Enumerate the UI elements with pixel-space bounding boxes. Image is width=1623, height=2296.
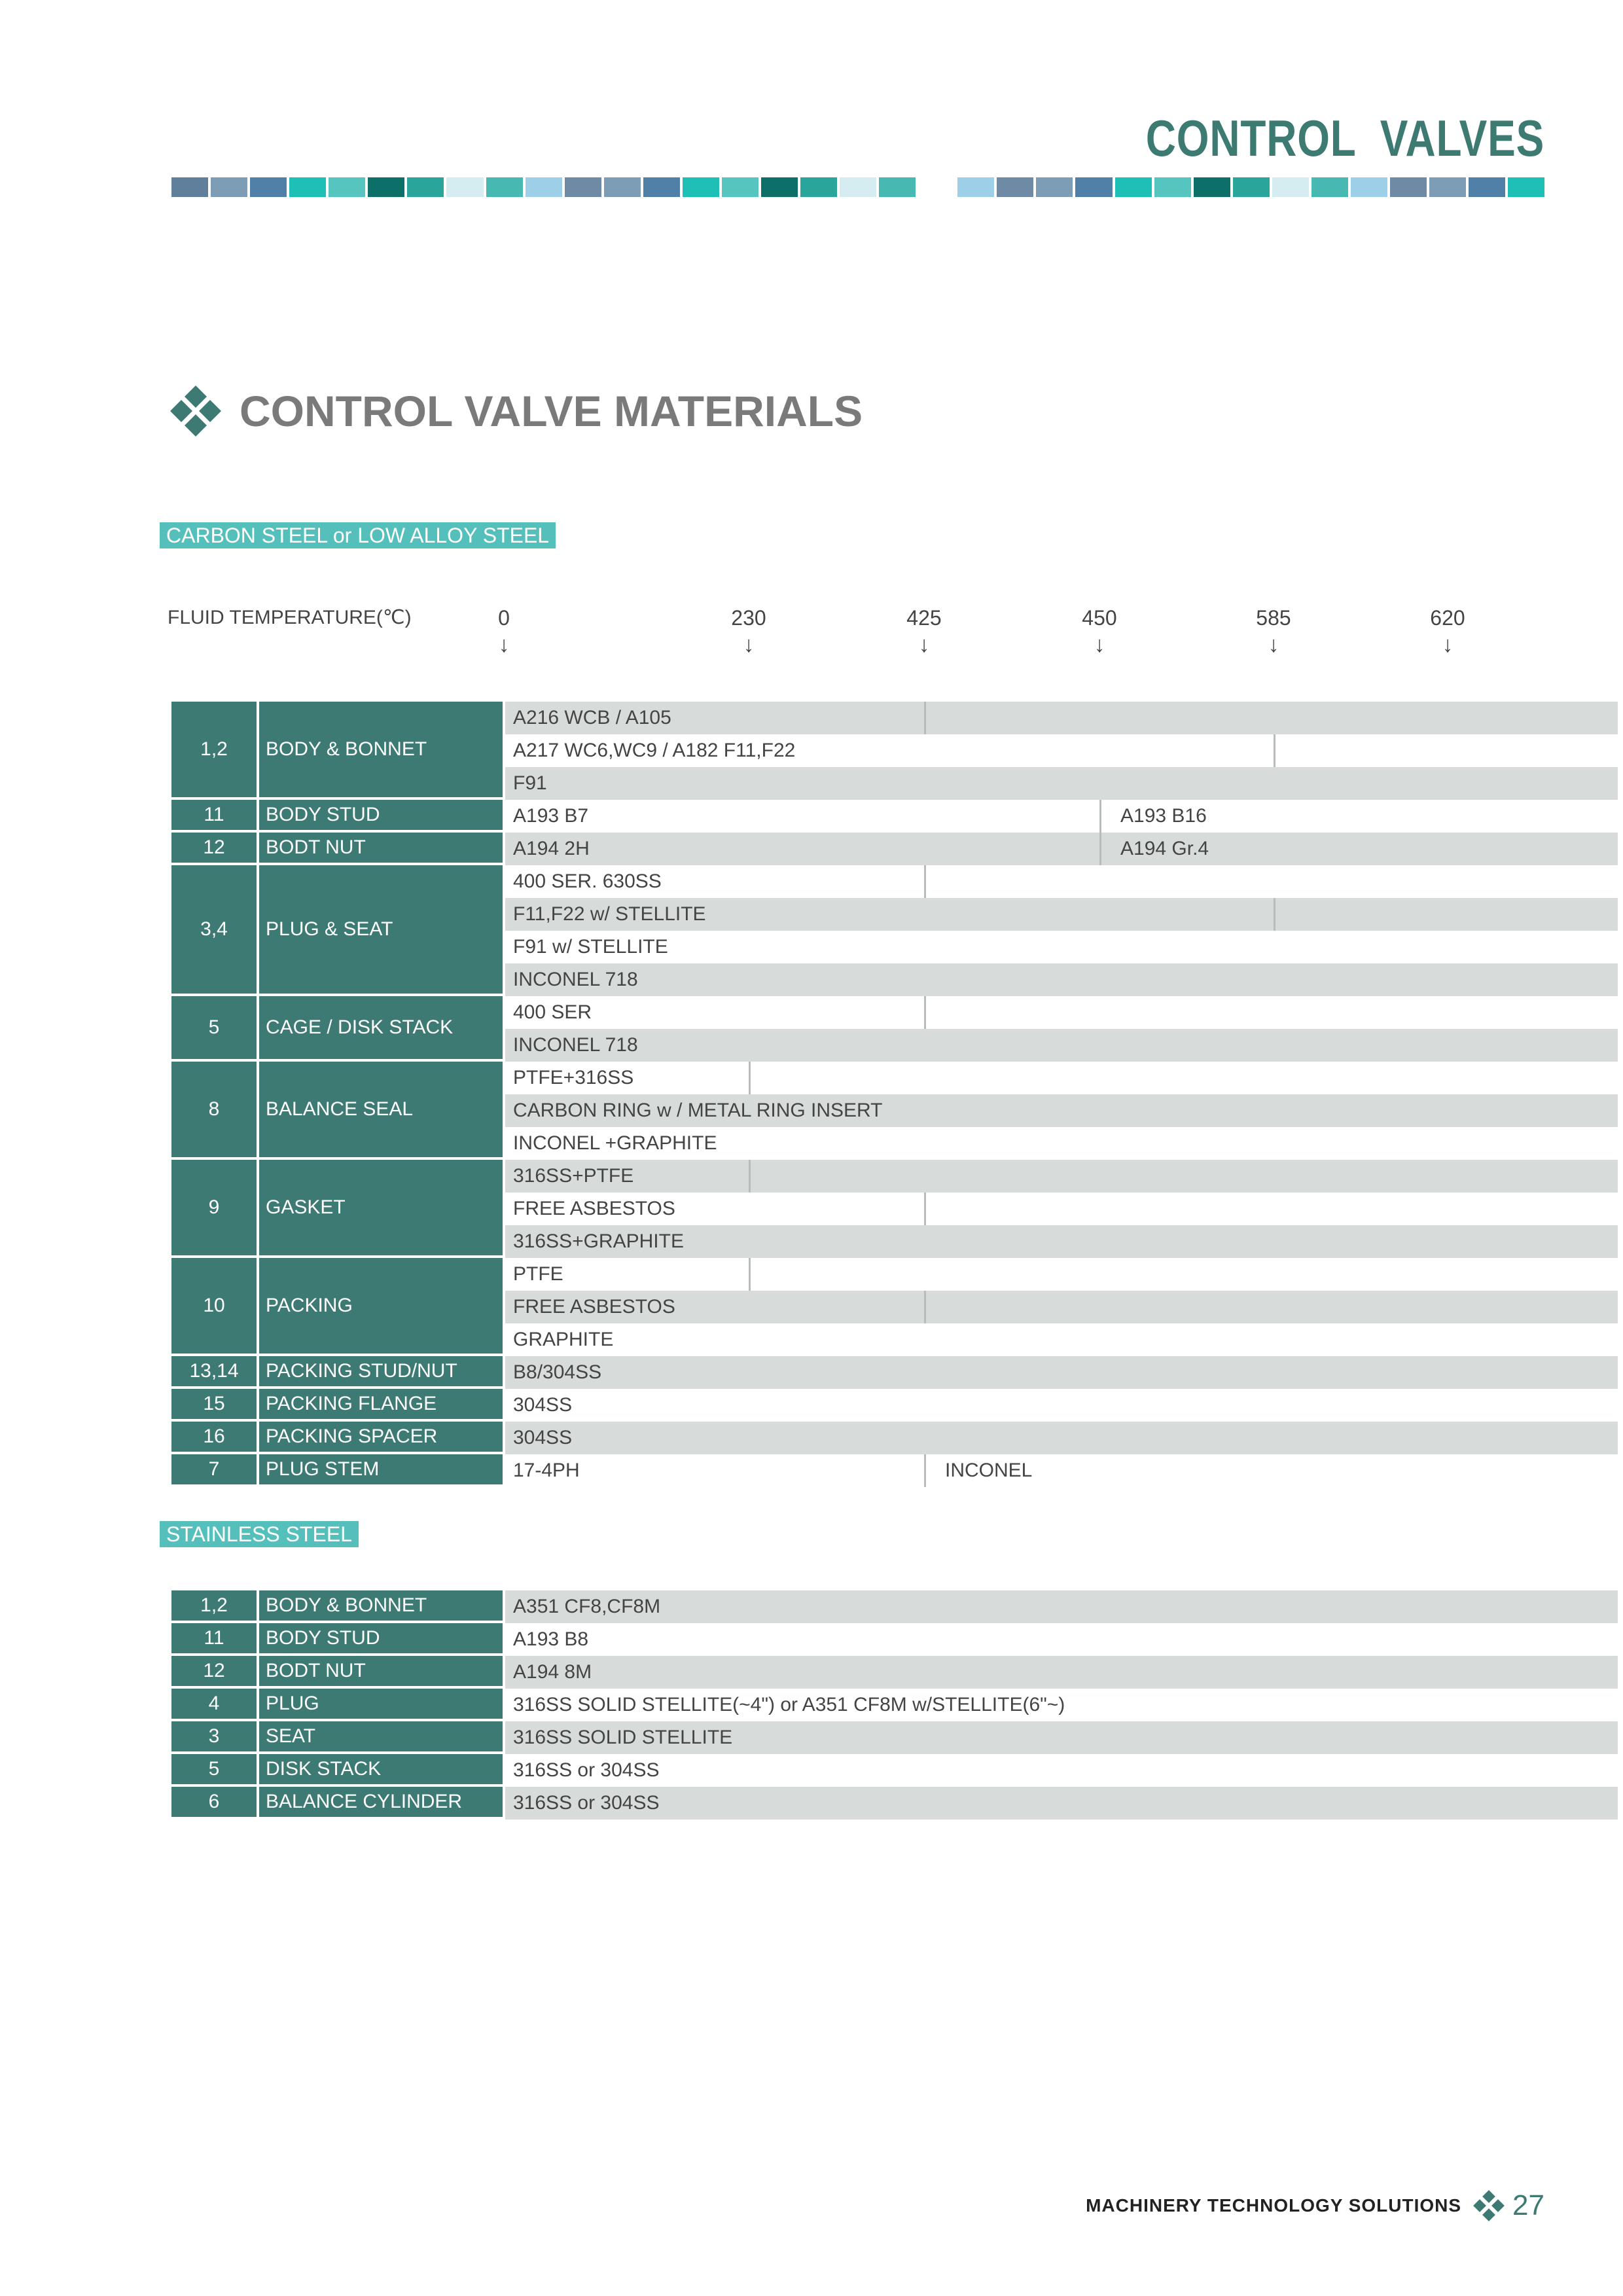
material-alternate: INCONEL [945,1460,1033,1481]
stripe-block [722,177,758,197]
item-number: 5 [171,1754,257,1784]
material-name: INCONEL 718 [513,969,638,990]
material-name: INCONEL 718 [513,1034,638,1056]
material-name: F91 [513,772,547,794]
stripe-block [407,177,444,197]
temperature-limit-marker [1274,734,1275,767]
material-row [505,1258,1618,1291]
temperature-tick [465,606,543,658]
material-name: 304SS [513,1427,573,1448]
item-number: 6 [171,1787,257,1817]
material-name: A194 2H [513,838,590,859]
material-row [505,1193,1618,1225]
temperature-limit-marker [1099,833,1101,865]
stripe-block [250,177,287,197]
material-row [505,1356,1618,1389]
temperature-limit-marker [749,1258,751,1291]
material-row [505,1721,1618,1754]
material-row [505,1160,1618,1193]
temperature-limit-marker [1099,800,1101,833]
item-number: 12 [171,1656,257,1686]
material-row [505,1787,1618,1820]
material-row [505,996,1618,1029]
temperature-tick [1234,606,1313,658]
material-row [505,1225,1618,1258]
stripe-block [1075,177,1112,197]
stripe-block [1233,177,1270,197]
temperature-tick-value: 585 [1256,606,1291,630]
part-name: PACKING [259,1258,503,1354]
temperature-tick-value: 450 [1082,606,1117,630]
temperature-limit-marker [924,996,926,1029]
stripe-block [761,177,798,197]
stripe-block [1390,177,1427,197]
brand-title: CONTROL VALVES [1145,109,1544,167]
down-arrow-icon: ↓ [1442,632,1454,657]
material-row [505,833,1618,865]
material-row [505,1623,1618,1656]
part-name: BALANCE SEAL [259,1062,503,1157]
page-footer [1086,2186,1544,2225]
temperature-tick [1408,606,1487,658]
material-name: 316SS or 304SS [513,1759,660,1781]
stripe-block [486,177,523,197]
part-name: PACKING STUD/NUT [259,1356,503,1386]
material-row [505,1754,1618,1787]
material-row [505,963,1618,996]
material-row [505,767,1618,800]
material-row [505,865,1618,898]
part-name: SEAT [259,1721,503,1751]
stripe-block [1036,177,1073,197]
material-name: CARBON RING w / METAL RING INSERT [513,1100,883,1121]
part-name: BODY & BONNET [259,1590,503,1621]
temperature-tick-value: 425 [906,606,942,630]
material-row [505,931,1618,963]
item-number: 3 [171,1721,257,1751]
part-name: BODY & BONNET [259,702,503,797]
section-title: CONTROL VALVE MATERIALS [240,387,863,435]
temperature-limit-marker [924,1193,926,1225]
material-name: 400 SER. 630SS [513,870,662,892]
material-name: 304SS [513,1394,573,1416]
diamond-cluster-icon [1474,2191,1503,2220]
stripe-block [171,177,208,197]
material-row [505,1656,1618,1689]
stripe-block [1272,177,1309,197]
stripe-block [1154,177,1191,197]
material-name: 17-4PH [513,1460,580,1481]
stripe-block [957,177,994,197]
material-row [505,1291,1618,1323]
item-number: 12 [171,833,257,863]
item-number: 4 [171,1689,257,1719]
stripe-block [918,177,955,197]
temperature-tick-value: 0 [498,606,510,630]
material-row [505,1323,1618,1356]
item-number: 16 [171,1422,257,1452]
item-number: 8 [171,1062,257,1157]
temperature-limit-marker [1274,898,1275,931]
stripe-block [526,177,562,197]
temperature-limit-marker [924,1454,926,1487]
material-row [505,1094,1618,1127]
section-heading [171,385,863,437]
part-name: PLUG [259,1689,503,1719]
material-name: A193 B8 [513,1628,589,1650]
part-name: BALANCE CYLINDER [259,1787,503,1817]
stripe-block [840,177,876,197]
material-row [505,800,1618,833]
stripe-block [1351,177,1387,197]
item-number: 11 [171,800,257,830]
part-name: PACKING SPACER [259,1422,503,1452]
carbon-steel-tag: CARBON STEEL or LOW ALLOY STEEL [160,522,556,548]
down-arrow-icon: ↓ [1094,632,1105,657]
material-row [505,734,1618,767]
stripe-block [1311,177,1348,197]
material-name: A193 B7 [513,805,589,827]
material-name: A194 8M [513,1661,592,1683]
down-arrow-icon: ↓ [498,632,510,657]
stripe-block [565,177,601,197]
down-arrow-icon: ↓ [918,632,930,657]
material-alternate: A193 B16 [1120,805,1207,827]
down-arrow-icon: ↓ [743,632,755,657]
stripe-block [211,177,247,197]
part-name: CAGE / DISK STACK [259,996,503,1059]
part-name: BODY STUD [259,800,503,830]
material-name: GRAPHITE [513,1329,614,1350]
page-number: 27 [1512,2189,1544,2221]
stripe-block [446,177,483,197]
temperature-limit-marker [924,702,926,734]
diamond-cluster-icon [171,387,220,435]
stripe-block [604,177,641,197]
temperature-limit-marker [924,865,926,898]
temperature-tick [885,606,963,658]
material-name: FREE ASBESTOS [513,1296,675,1318]
temperature-limit-marker [749,1160,751,1193]
material-name: F91 w/ STELLITE [513,936,668,958]
item-number: 7 [171,1454,257,1484]
material-name: 400 SER [513,1001,592,1023]
material-row [505,1029,1618,1062]
material-row [505,1062,1618,1094]
stripe-block [1115,177,1152,197]
temperature-limit-marker [924,1291,926,1323]
material-name: A217 WC6,WC9 / A182 F11,F22 [513,740,796,761]
item-number: 1,2 [171,1590,257,1621]
item-number: 5 [171,996,257,1059]
material-name: 316SS SOLID STELLITE(~4") or A351 CF8M w/STELLITE(6"~) [513,1694,1065,1715]
stripe-block [879,177,916,197]
material-row [505,1127,1618,1160]
item-number: 10 [171,1258,257,1354]
material-name: F11,F22 w/ STELLITE [513,903,706,925]
material-name: 316SS or 304SS [513,1792,660,1814]
part-name: PLUG STEM [259,1454,503,1484]
part-name: PLUG & SEAT [259,865,503,994]
footer-text: MACHINERY TECHNOLOGY SOLUTIONS [1086,2195,1462,2215]
part-name: GASKET [259,1160,503,1255]
material-name: A216 WCB / A105 [513,707,671,728]
color-stripe [171,177,1544,197]
item-number: 13,14 [171,1356,257,1386]
part-name: BODT NUT [259,1656,503,1686]
material-name: 316SS SOLID STELLITE [513,1727,733,1748]
stripe-block [1194,177,1230,197]
down-arrow-icon: ↓ [1268,632,1279,657]
item-number: 1,2 [171,702,257,797]
material-name: A351 CF8,CF8M [513,1596,661,1617]
material-name: B8/304SS [513,1361,602,1383]
stripe-block [1429,177,1466,197]
item-number: 15 [171,1389,257,1419]
stripe-block [643,177,680,197]
stripe-block [997,177,1033,197]
material-name: INCONEL +GRAPHITE [513,1132,717,1154]
stripe-block [1469,177,1505,197]
material-row [505,702,1618,734]
part-name: BODT NUT [259,833,503,863]
stripe-block [289,177,326,197]
material-name: FREE ASBESTOS [513,1198,675,1219]
temperature-limit-marker [749,1062,751,1094]
stainless-steel-tag: STAINLESS STEEL [160,1521,359,1547]
material-alternate: A194 Gr.4 [1120,838,1209,859]
item-number: 11 [171,1623,257,1653]
stripe-block [1508,177,1544,197]
temperature-label: FLUID TEMPERATURE(℃) [168,607,412,628]
stripe-block [368,177,404,197]
material-name: 316SS+PTFE [513,1165,634,1187]
material-name: PTFE [513,1263,563,1285]
temperature-tick [709,606,788,658]
item-number: 9 [171,1160,257,1255]
material-row [505,1422,1618,1454]
temperature-tick [1060,606,1139,658]
material-row [505,898,1618,931]
material-row [505,1590,1618,1623]
stripe-block [800,177,837,197]
temperature-tick-value: 230 [731,606,766,630]
material-row [505,1389,1618,1422]
stripe-block [683,177,719,197]
part-name: DISK STACK [259,1754,503,1784]
stripe-block [329,177,365,197]
item-number: 3,4 [171,865,257,994]
material-name: 316SS+GRAPHITE [513,1230,684,1252]
temperature-tick-value: 620 [1430,606,1465,630]
part-name: PACKING FLANGE [259,1389,503,1419]
part-name: BODY STUD [259,1623,503,1653]
material-name: PTFE+316SS [513,1067,634,1088]
material-row [505,1454,1618,1487]
material-row [505,1689,1618,1721]
